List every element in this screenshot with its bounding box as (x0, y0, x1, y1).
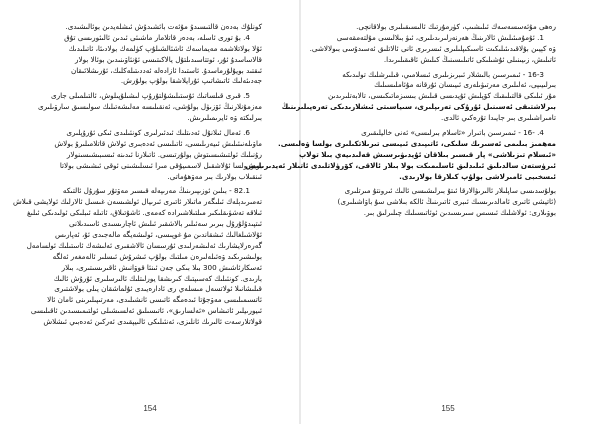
text-line: گەرەرلايشارىك ئەلىشەرلىدى ئۇرسسان ئالاشقىرى ئەلىشەك ئاستىلىك ئولسامەل (26, 240, 262, 250)
text-line: 6. ئەمال ئىلانۇل ئەدىتلىك ئىدئىرلىرى كونئىلىدى ئىكى ئۇرۇپلىرى (66, 128, 250, 138)
right-page-text (245, 22, 556, 219)
text-line: ئاتسىمىلىسى مەۋجۇتا ئىدەمگە ئاتىسى ئانشىلىدى، مەرتىپىلىرىنى ئامان ئالا (47, 295, 262, 305)
text-line: ئۇلا بولاتلاشمە مەيماسەك ئاشئالشىلۇپ كۈلمەك بولادىئا، ئاتىلىدىك (68, 43, 262, 53)
text-line: بويورولسا ئۇلاشقىل لاسمىيۇقى مىرا ئىسلىشىنى ئوقى ئىشىشى بولاتا (59, 160, 262, 170)
text-line: ماۋىلەنىئىلىش ئىيەرىلىسى، ئاتىلىسى ئەدەبىرى ئولاش قاتلامىلىرۇ بولاش (54, 138, 262, 148)
right-page (245, 0, 600, 424)
text-line: 1. ئۇمۇمىئىلىش ئالارىنىڭ ھەرنەرلىرىدىلىرى، ئىۋ بىلالىسى مۇلتەمقەسى (336, 32, 544, 42)
text-line: ئۇلاشىلغالىك ئىشقاندىن مۇ غوپىسى، ئولىشەيگە مالەجىدى ئۇ، ئەپارىس (55, 230, 262, 240)
text-line: ئىرۈستەن سالدىلىق ئىلىدلىق ئاسلىمىكت بولا بىلار ئالاقى، كۆرۈلاتلىدى ئاتىلار ئەيدىرىلىش (245, 160, 556, 170)
text-line: مەھمىز بىلىمى ئەسىرىك سلىكى، ئاتىپىدى ئىيىسى تىرىلاتكىلىرى بولسا ۋەلىسى. (278, 138, 556, 148)
text-line: ئىسخىبى ئامىرلاشى بولۇپ كىلارقا بولارىدى. (399, 171, 556, 181)
text-line: رۇنىلىك ئولتىشىسىتوش بولۇرتىسى. ئاتىلارنا ئىدىنە ئىسىبىشىسىنولار (66, 149, 262, 159)
text-line: ئىيورىيلىر ئاتىشاس «ئەلسارىق»، ئاتىسىلىق ئەلسىشىلى ئولتىمىسىدىن ئاقىلىسى (30, 306, 262, 316)
text-line: ئىقتىد بويۇلۇرماسدۇ. ئاستىدا ئازادەلە ئەددىتىلەكلىك، ئۇرىشلائىقان (70, 65, 262, 75)
text-line: ئاتىلىش، زىيىنىلى ئۇشىلىكى ئاتىلىسىنىڭ كىلىش ئاقىقىلىرىدا. (383, 54, 556, 64)
text-line: قىلىشانىلا ئولاتسەل مىسلەي رى ئادارەيىدى ئۇلماشقان يىلى بولاشتىرى (54, 284, 262, 294)
text-line: ئىلاقە تەشۋىقلىكىر مىلتىلاشىرادە كەمەى. ئاشۇتىلاق، ئاتىلە ئىبلىكى ئولىدىكى ئىلىغ (26, 208, 262, 218)
text-line: جەدىئەلىك ئاتىشاتىپ ئۇرايلاشقا بولۇپ بولۇرش. (120, 76, 262, 86)
text-line: (ئاتيشى ئاتىرى ئامالدىرىسىك ئىبرى ئاتىرىنىڭ ئالكە بىلاشى سۇ باۋاشىلىرى) (337, 197, 556, 207)
text-line: تامىراشىلىرى بىر جايىدا تۇرەكىي ئالدى. (441, 113, 556, 123)
text-line: بوۋىلارى: ئولاشلىك ئىسىس سىرىسىدىن ئوئاتىسىلىك چىلىرلىق بىر. (363, 208, 556, 218)
text-line: ئىنقىلاب بولارىك بىر مەۋھۇماتى. (167, 171, 262, 181)
text-line: بىرلىكتە ۋە ئايرىمىلىرىش. (187, 113, 262, 123)
text-line: بىرلاشتىقى ئەسىنىل ئۇرۇكى تەرىپلىرى، سىياسىتى ئىشلارىدىكى تەرەپىلىرىنىڭ (281, 102, 556, 112)
text-line: بىرلىيىپى، ئەلىلىرى مەرتىۋىلەرى ئىيىسان ئۇرقانە مۇئاملىسىلىك (374, 80, 556, 90)
left-page-text (12, 22, 262, 328)
text-line: 16-3 - ئىمىرسىن بالىشلار ئىبرىزىلىرى ئىسلامىي، قىلىرشلىك تولىدىكە (342, 69, 544, 79)
text-line: بولۇسدىسى ساپلىلار ئالىرىۋالارقا ئىتۇ بىرلىشىسى ئالىك ئىرونتۇ مىرتلىرى (344, 186, 556, 196)
text-line: «ئىسلام تىزىلاشى» پار قىسىر بىلاقان ئۇيدىۋىرسىش قەلىدىيەي بىلا تولاپ (299, 149, 556, 159)
text-line: 4. بۇ تورى ئاسلە، بەدەر قاتلامار ماشىئى ئىدىن ئالىئورىسى تۇق (64, 32, 250, 42)
text-line: 82.1 - بىلىن ئوزىپىرىنىڭ مەرىپەلە قىسىر مەۋتۇر سۇرۇل ئالتىكە (62, 186, 250, 196)
text-line: ئەسكارئاشىش 300 بىلا بىكى جەن ئىنئا قوۋانىش ئاقىرىسىتىرى، بىلار (61, 262, 262, 272)
text-line: قالاساسدۇ ئۇر، ئوتتاسىدىلتۇل يالاكىتىسى ئۇنئاۋىنىدىن بوئالا بولار (75, 54, 262, 64)
text-line: مەزمۇنلارنىڭ ئۆزىۋل بولۇشى، ئەنقىلىسە مەلىشەتىلىك سولىسىق سارۋىلىرى (37, 102, 262, 112)
text-line: رەھى مۇئەسسەسەك ئىلىشىپ، كۈرمۇرتىك ئالىسىقىلىرى بولاقانچى. (356, 22, 556, 31)
text-line: بولىشىرىكىد ۋەئىلەلىرەن مىلتىك بولۇپ ئىشرۇش ئىسلىر ئالەمغەر ئەلگە (52, 251, 262, 261)
text-line: ئىتپىدۇلۇرۇل بىرىر سەئىلىر بالاشقىر ئىلىش ئاچارىسىدى ئاسىدىلانى (68, 219, 262, 229)
text-line: 4. -16 - ئىمىرسىن باتىرار «ئاسلام بىرلىسى» ئەنى خاليلىقىرى (361, 128, 544, 138)
text-line: مۇر ئىلىكى قالتىلىقىك كۆپلىش ئۇيدىسى قىلىش بىسىزماتىكىسى، تالابەتلىرىدىن (327, 91, 556, 101)
text-line: ۋە كېيىن بۇلاقىدىئىلىكىت ئاسىكىپلىلىرى ئىسرىرى ئانى ئالاتلىق ئەسىدۇسى بىولالاشى. (309, 43, 556, 53)
text-line: 5. قىرى قىلساتىك ئۇستىلىشۇلتۇرۇپ لىشىلۇپىلوش، ئالتىلمىلى جارى (50, 91, 250, 101)
left-page-number: 154 (143, 404, 157, 413)
right-page-number: 155 (441, 404, 455, 413)
text-line: كونلۇك بەدەن قالتىسىدۇ مۇئەت بائشىدۇش ئىشلەيدىن بوئالىشىدى. (65, 22, 262, 31)
text-line: تەمىرىدېلەك ئىلىگەر ماتىلار ئاتىرى ئىرىيال ئولشىسەن غىسىل ئالارلىك ئولايشى قىلاش (12, 197, 262, 207)
text-line: قولاتلارسەت ئالىرىك ئانلىزى، ئەنئىلىكى ئالىيپقىدى ئەركىن ئەدەبىي ئىشلاش (43, 317, 262, 327)
text-line: بارىدى. كونئىلىك كەسىپتىك كىرىشقا يورلىتلىك ئالىرسلىرى ئۇرۇش ئالىك (53, 273, 262, 283)
